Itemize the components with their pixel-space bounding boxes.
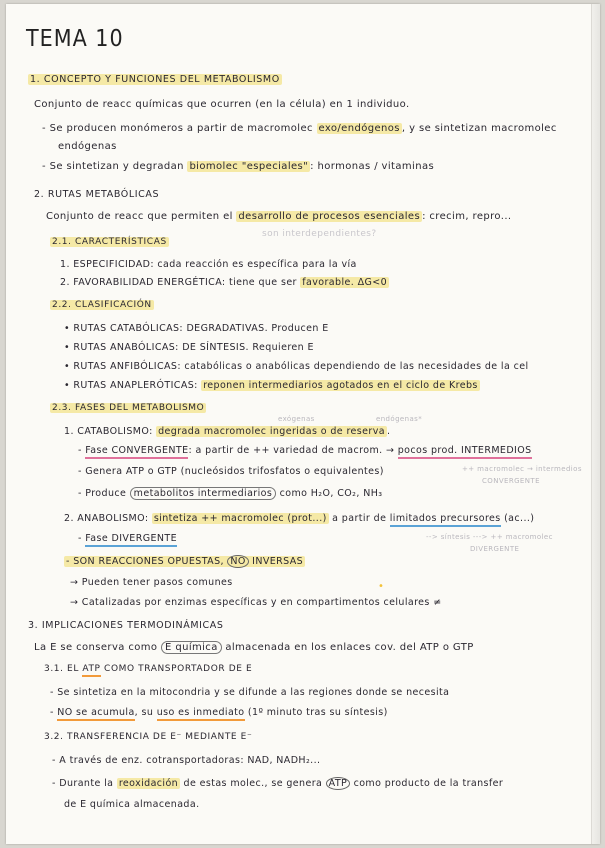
divergent-phase: - Fase DIVERGENTE bbox=[78, 534, 177, 544]
opposite-reactions: - SON REACCIONES OPUESTAS, NO INVERSAS bbox=[66, 556, 304, 567]
section-2-2-heading: 2.2. CLASIFICACIÓN bbox=[52, 300, 152, 310]
ink-dot: • bbox=[378, 581, 385, 592]
convergent-phase: - Fase CONVERGENTE: a partir de ++ variedad de macrom. → pocos prod. INTERMEDIOS bbox=[78, 446, 532, 456]
route-catabolic: • RUTAS CATABÓLICAS: DEGRADATIVAS. Producen E bbox=[64, 323, 329, 334]
section-1-bullet-1-cont: endógenas bbox=[58, 141, 117, 152]
atp-synthesis: - Se sintetiza en la mitocondria y se difunde a las regiones donde se necesita bbox=[50, 687, 450, 698]
section-1-bullet-1: - Se producen monómeros a partir de macromolec exo/endógenos , y se sintetizan macromolec bbox=[42, 123, 557, 134]
route-anaplerotic: • RUTAS ANAPLERÓTICAS: reponen intermediarios agotados en el ciclo de Krebs bbox=[64, 380, 478, 391]
characteristic-energy: 2. FAVORABILIDAD ENERGÉTICA: tiene que ser favorable. ΔG<0 bbox=[60, 277, 388, 288]
convergent-note: ++ macromolec → intermedios bbox=[462, 465, 582, 473]
section-3-heading: 3. IMPLICACIONES TERMODINÁMICAS bbox=[28, 620, 224, 631]
reoxidation-line-cont: de E química almacenada. bbox=[64, 799, 200, 810]
section-2-definition: Conjunto de reacc que permiten el desarrollo de procesos esenciales : crecim, repro... bbox=[46, 211, 512, 222]
section-2-1-heading: 2.1. CARACTERÍSTICAS bbox=[52, 237, 167, 247]
section-1-bullet-2: - Se sintetizan y degradan biomolec "especiales" : hormonas / vitaminas bbox=[42, 161, 435, 172]
section-2-heading: 2. RUTAS METABÓLICAS bbox=[34, 189, 160, 200]
opposite-common-steps: → Pueden tener pasos comunes bbox=[70, 577, 233, 588]
note-exogenous: exógenas bbox=[278, 415, 315, 423]
atp-not-stored: - NO se acumula, su uso es inmediato (1º minuto tras su síntesis) bbox=[50, 708, 388, 718]
page-title: TEMA 10 bbox=[26, 26, 124, 52]
divergent-note-label: DIVERGENTE bbox=[470, 545, 520, 553]
characteristic-specificity: 1. ESPECIFICIDAD: cada reacción es específica para la vía bbox=[60, 259, 357, 270]
section-3-definition: La E se conserva como E química almacenada en los enlaces cov. del ATP o GTP bbox=[34, 642, 474, 653]
section-2-3-heading: 2.3. FASES DEL METABOLISMO bbox=[52, 403, 205, 413]
notebook-page bbox=[6, 4, 600, 844]
note-endogenous: endógenas* bbox=[376, 415, 423, 423]
section-1-definition: Conjunto de reacc químicas que ocurren (en la célula) en 1 individuo. bbox=[34, 99, 410, 110]
section-3-2-heading: 3.2. TRANSFERENCIA DE E⁻ MEDIANTE E⁻ bbox=[44, 732, 253, 742]
catabolism-line: 1. CATABOLISMO: degrada macromolec ingeridas o de reserva . bbox=[64, 426, 391, 437]
convergent-note-label: CONVERGENTE bbox=[482, 477, 540, 485]
electron-carriers: - A través de enz. cotransportadoras: NAD, NADH₂... bbox=[52, 755, 321, 766]
route-anabolic: • RUTAS ANABÓLICAS: DE SÍNTESIS. Requieren E bbox=[64, 342, 314, 353]
pencil-note: son interdependientes? bbox=[262, 229, 377, 239]
opposite-enzymes: → Catalizadas por enzimas específicas y en compartimentos celulares ≠ bbox=[70, 597, 442, 608]
generates-atp: - Genera ATP o GTP (nucleósidos trifosfatos o equivalentes) bbox=[78, 466, 384, 477]
reoxidation-line: - Durante la reoxidación de estas molec., se genera ATP como producto de la transfer bbox=[52, 778, 504, 789]
produces-metabolites: - Produce metabolitos intermediarios como H₂O, CO₂, NH₃ bbox=[78, 488, 383, 499]
divergent-note: --> síntesis ---> ++ macromolec bbox=[426, 533, 553, 541]
anabolism-line: 2. ANABOLISMO: sintetiza ++ macromolec (prot...) a partir de limitados precursores (ac...) bbox=[64, 514, 534, 524]
page-edge bbox=[591, 4, 600, 844]
section-3-1-heading: 3.1. EL ATP COMO TRANSPORTADOR DE E bbox=[44, 665, 252, 674]
route-amphibolic: • RUTAS ANFIBÓLICAS: catabólicas o anabólicas dependiendo de las necesidades de la cel bbox=[64, 361, 529, 372]
section-1-heading: 1. CONCEPTO Y FUNCIONES DEL METABOLISMO bbox=[30, 74, 280, 85]
